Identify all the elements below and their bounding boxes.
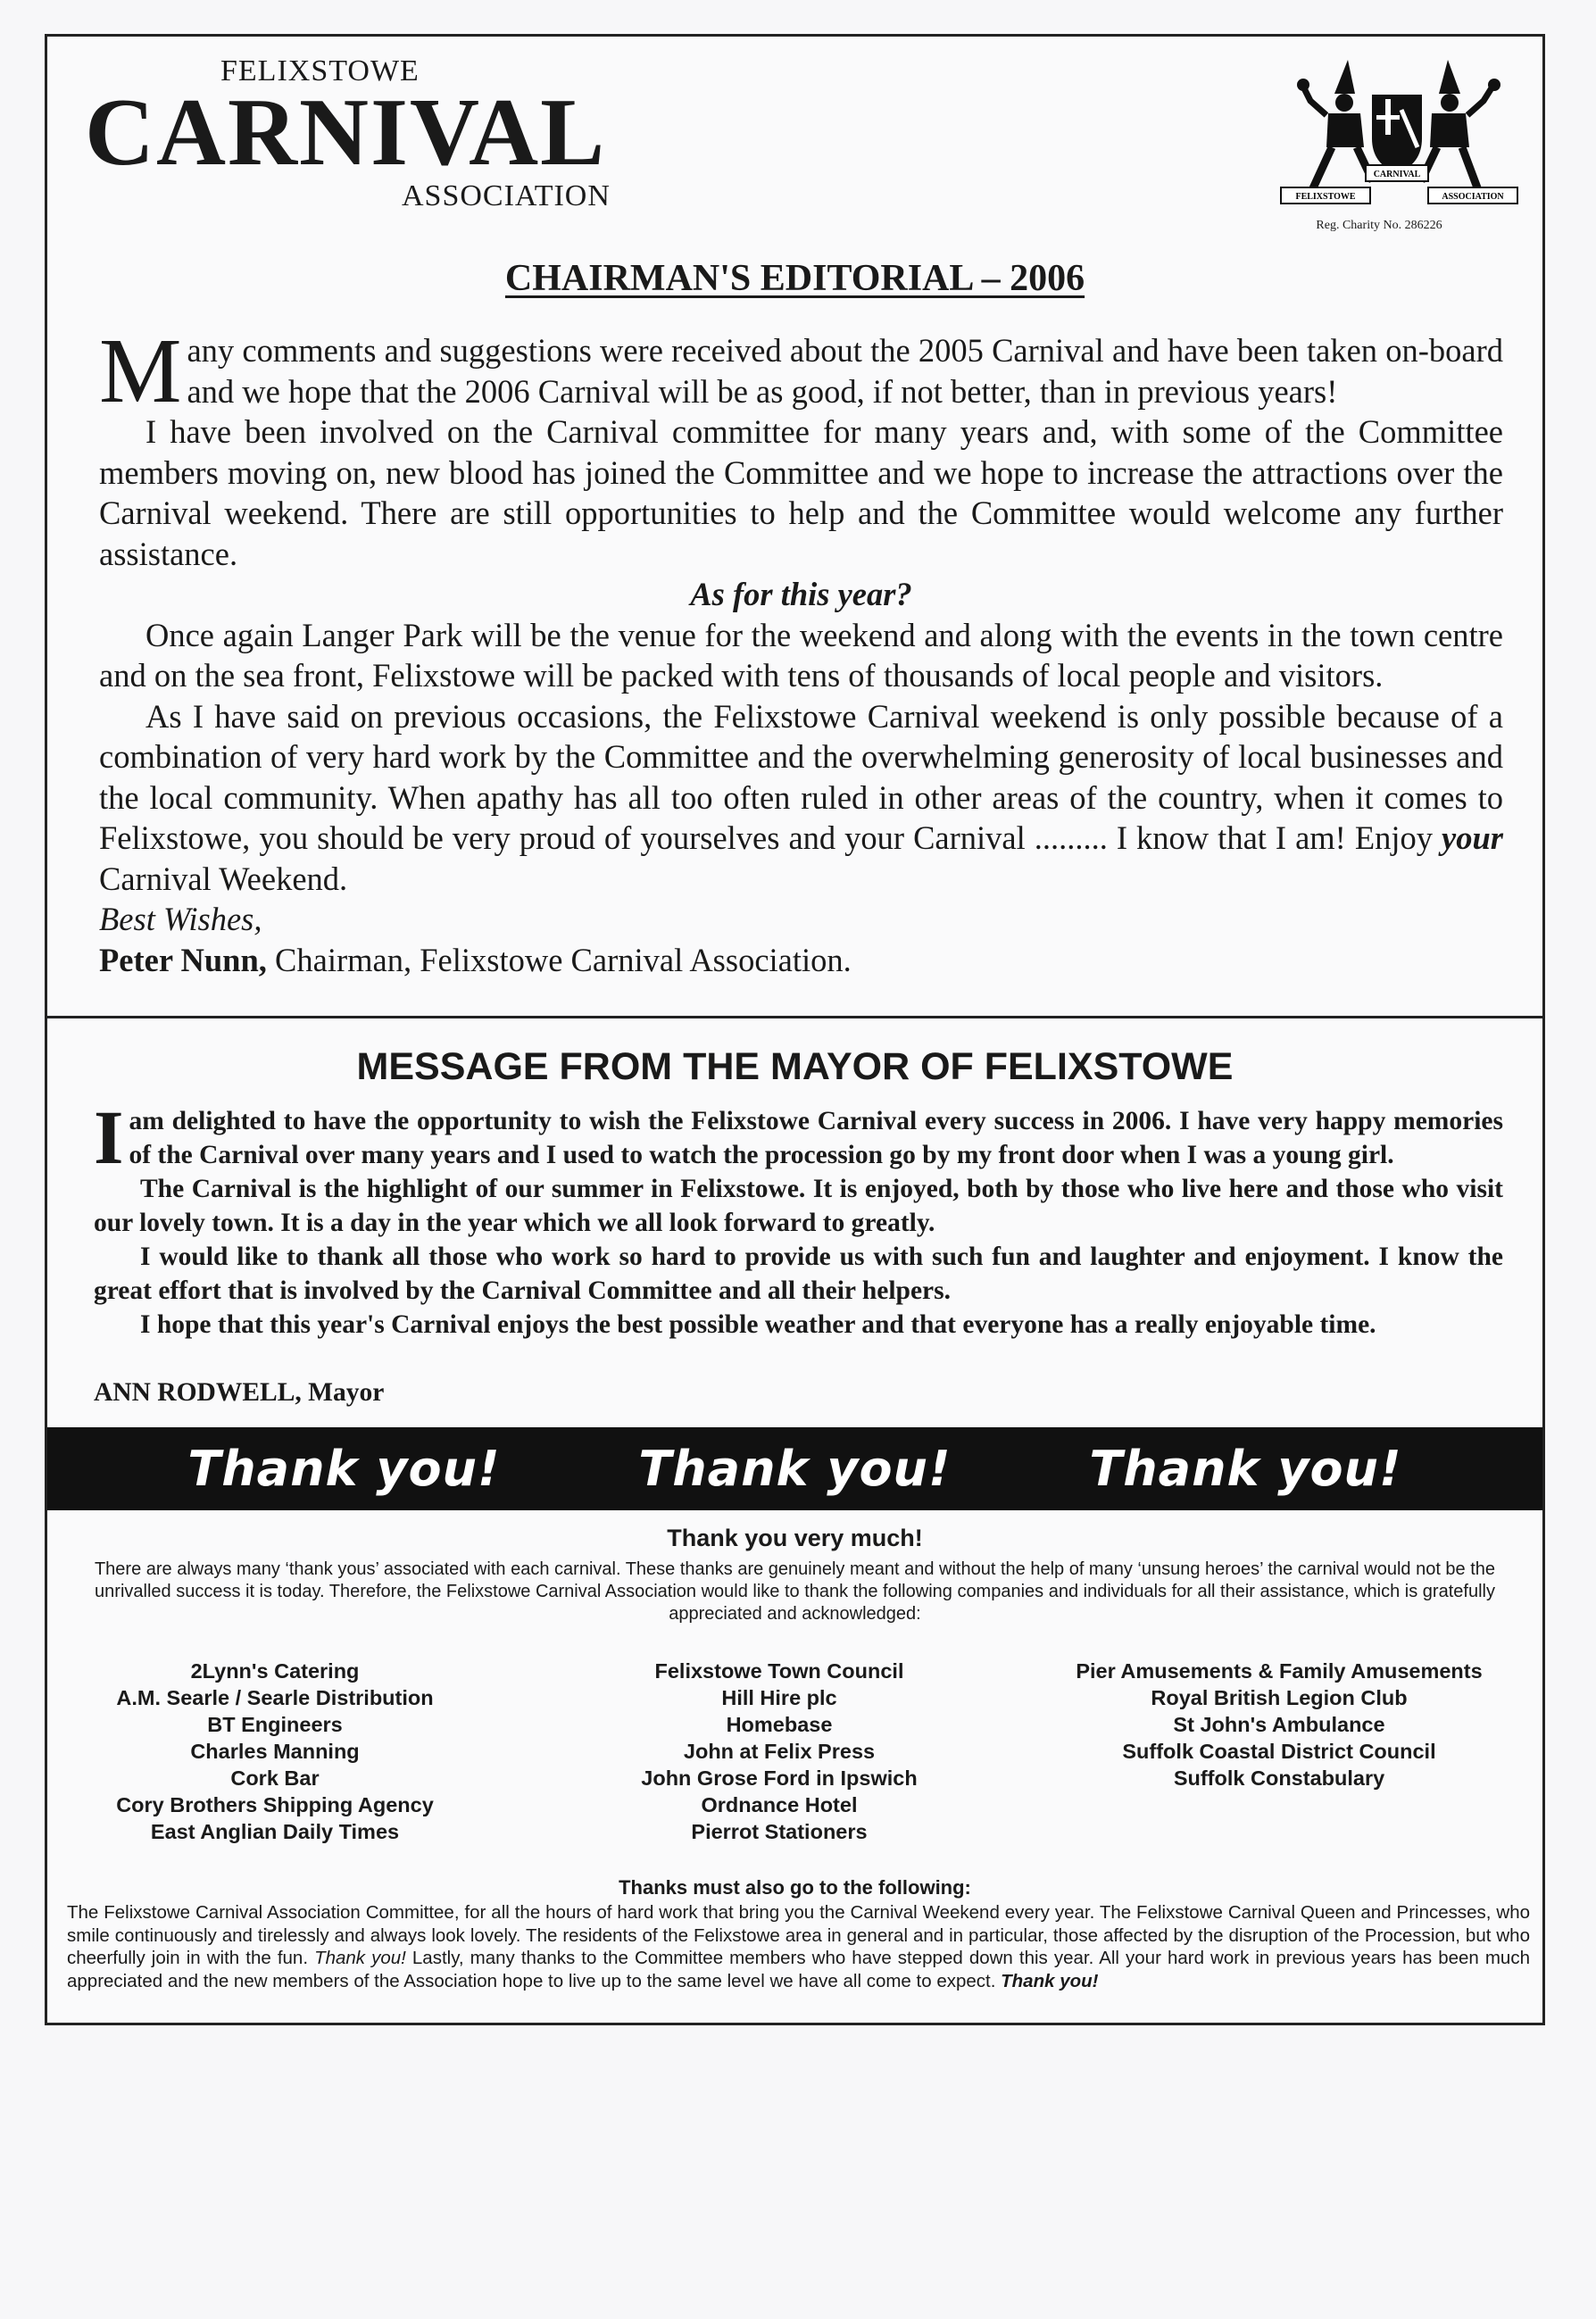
editorial-paragraph [99,320,1503,422]
scroll-felixstowe: FELIXSTOWE [1295,192,1356,202]
mayor-title: MESSAGE FROM THE MAYOR OF FELIXSTOWE [356,1045,1234,1088]
jester-left-icon [1297,60,1373,190]
also-thanks-title: Thanks must also go to the following: [619,1876,971,1899]
sponsor-item: St John's Ambulance [1173,1713,1385,1736]
scroll-association: ASSOCIATION [1442,192,1504,202]
thanks-intro: There are always many ‘thank yous’ associated with each carnival. These thanks are genuinely meant and without the help of many ‘unsung heroes’ the carnival would not be the unrivalled success it is today. Therefore, the Felixstowe Carnival Association would like to thank the following companies and individuals for all their assistance, which is gratefully appreciated and acknowledged: [94,1559,1496,1624]
sponsor-item: Hill Hire plc [721,1686,837,1709]
mayor-p1: am delighted to have the opportunity to wish the Felixstowe Carnival every success in 2006. I have very happy memories of the Carnival over many years and I used to watch the procession go by my front door when I was a young girl. [129,1107,1503,1169]
editorial-title-text: CHAIRMAN'S EDITORIAL – 2006 [504,258,1085,299]
thank-you-banner [47,1427,1542,1510]
editorial-title [47,255,1542,302]
editorial-signature [99,940,1503,981]
sponsor-item: East Anglian Daily Times [150,1820,400,1843]
logo-felixstowe: FELIXSTOWE [220,54,420,87]
also-thanks-body [67,1901,1530,2023]
thank-you-text: Thank you! [638,1440,952,1497]
jester-right-icon [1421,60,1500,190]
sponsor-item: A.M. Searle / Searle Distribution [116,1686,434,1709]
also-thank-you-bold: Thank you! [1001,1970,1099,1991]
mayor-p4: I hope that this year's Carnival enjoys the best possible weather and that everyone has a really enjoyable time. [140,1310,1376,1339]
sponsor-item: John at Felix Press [683,1740,876,1763]
editorial-p4-emph: your [1442,819,1503,856]
sponsor-column [529,1658,1029,1845]
thank-you-text: Thank you! [1089,1440,1402,1497]
sponsor-item: John Grose Ford in Ipswich [641,1766,918,1790]
charity-number: Reg. Charity No. 286226 [1316,219,1442,232]
sponsor-item: Pierrot Stationers [691,1820,868,1843]
sponsor-list [74,1658,1534,1845]
sponsor-item: Suffolk Coastal District Council [1122,1740,1436,1763]
sponsor-item: BT Engineers [207,1713,343,1736]
sponsor-item: Cork Bar [230,1766,320,1790]
sponsor-item: Ordnance Hotel [701,1793,858,1816]
carnival-logo [85,54,817,212]
logo-association: ASSOCIATION [402,179,611,212]
sponsor-item: Pier Amusements & Family Amusements [1076,1659,1483,1683]
sponsor-item: Felixstowe Town Council [654,1659,904,1683]
editorial-p4-start: As I have said on previous occasions, the Felixstowe Carnival weekend is only possible because of a combination of very hard work by the Committee and the overwhelming generosity of local businesses and the local community. When apathy has all too often ruled in other areas of the country, when it comes to Felixstowe, you should be very proud of yourselves and your Carnival ......... I know that I am! Enjoy [99,697,1503,856]
sponsor-item: Suffolk Constabulary [1173,1766,1385,1790]
logo-carnival: CARNIVAL [85,79,607,186]
editorial-p2: I have been involved on the Carnival committee for many years and, with some of the Committee members moving on, new blood has joined the Committee and we hope to increase the attractions over the Carnival weekend. There are still opportunities to help and the Committee would welcome any further assistance. [99,413,1503,572]
sponsor-item: Royal British Legion Club [1151,1686,1408,1709]
sponsor-item: 2Lynn's Catering [190,1659,360,1683]
thanks-title: Thank you very much! [667,1525,923,1551]
crest-icon [1250,58,1526,214]
section-divider [47,1016,1542,1018]
also-text-1: The Felixstowe Carnival Association Committee, for all the hours of hard work that bring you the Carnival Weekend every year. The Felixstowe Carnival Queen and Princesses, who smile continuously and tirelessly and always look lovely. The residents of the Felixstowe area in general and in particular, those affected by the disruption of the Procession, but who cheerfully join in with the fun. [67,1902,1530,1968]
signer-role: Chairman, Felixstowe Carnival Association. [266,941,852,978]
drop-cap: M [99,320,182,422]
shield-icon [1373,96,1421,172]
also-thank-you-italic: Thank you! [314,1948,406,1968]
sponsor-item: Cory Brothers Shipping Agency [116,1793,434,1816]
editorial-p4-end: Carnival Weekend. [99,860,348,897]
also-text-2: Lastly, many thanks to the Committee members who have stepped down this year. All your hard work in previous years has been much appreciated and the new members of the Association hope to live up to the same level we have all come to expect. [67,1948,1530,1991]
editorial-p3: Once again Langer Park will be the venue for the weekend and along with the events in the town centre and on the sea front, Felixstowe will be packed with tens of thousands of local people and visitors. [99,616,1503,694]
sponsor-column [1029,1658,1529,1845]
mayor-p2: The Carnival is the highlight of our summer in Felixstowe. It is enjoyed, both by those who live here and those who visit our lovely town. It is a day in the year which we all look forward to greatly. [94,1175,1503,1237]
editorial-body [99,320,1503,1016]
sponsor-item: Homebase [726,1713,833,1736]
editorial-subheading: As for this year? [690,576,912,612]
page-border [45,34,1545,2025]
signer-name: Peter Nunn, [99,941,267,978]
editorial-closing: Best Wishes, [99,901,262,937]
thank-you-text: Thank you! [187,1440,501,1497]
page-header [47,37,1542,255]
mayor-signature: ANN RODWELL, Mayor [94,1378,385,1407]
scroll-carnival: CARNIVAL [1373,170,1421,179]
drop-cap: I [94,1094,124,1180]
sponsor-column [74,1658,476,1845]
editorial-p4 [99,696,1503,900]
sponsor-item: Charles Manning [190,1740,360,1763]
editorial-p1: any comments and suggestions were received about the 2005 Carnival and have been taken on-board and we hope that the 2006 Carnival will be as good, if not better, than in previous years! [187,332,1503,410]
mayor-body [94,1094,1503,1342]
also-thanks-paragraph [67,1901,1530,1992]
mayor-p3: I would like to thank all those who work so hard to provide us with such fun and laughter and enjoyment. I know the great effort that is involved by the Carnival Committee and all their helpers. [94,1243,1503,1305]
mayor-paragraph [94,1094,1503,1180]
